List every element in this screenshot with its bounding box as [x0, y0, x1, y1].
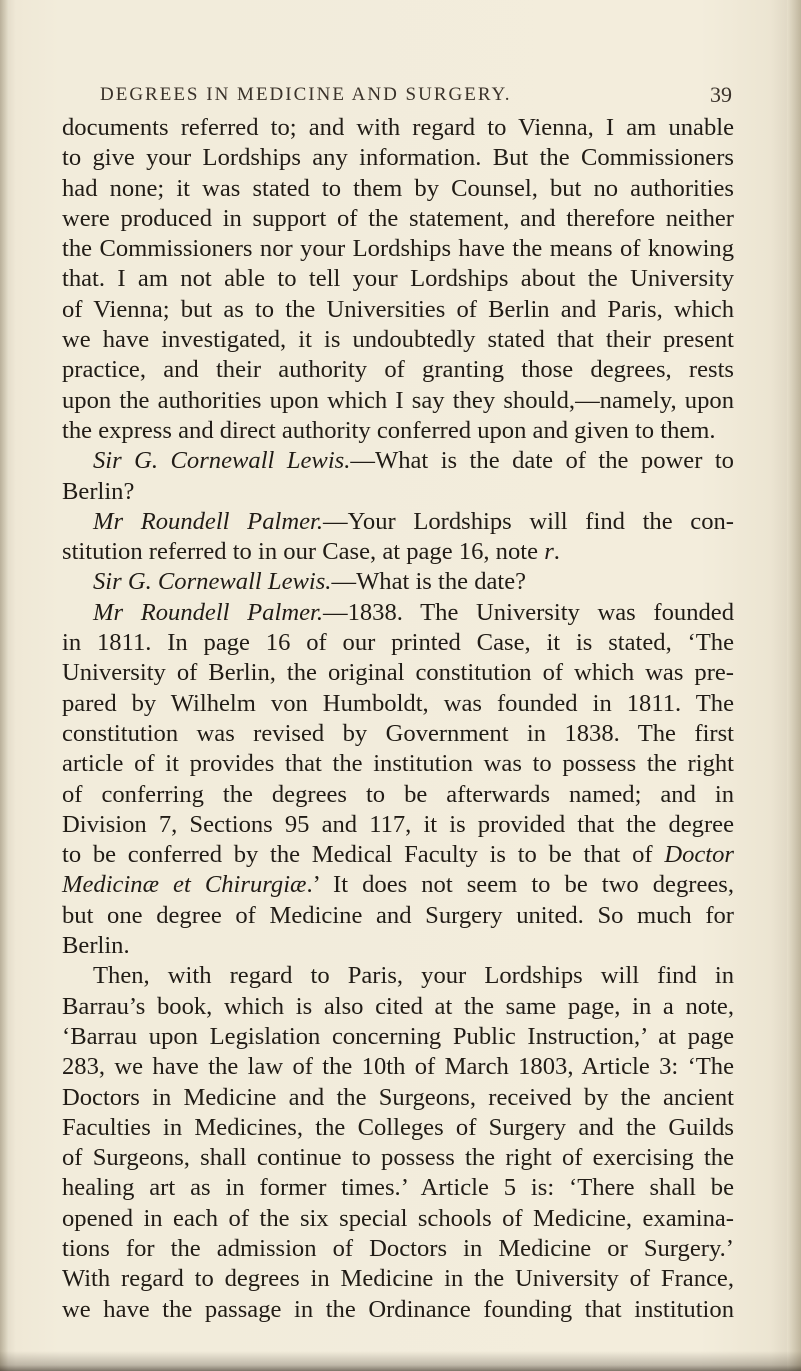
text-segment: —Your Lordships will find the con-	[323, 507, 734, 535]
text-line: practice, and their authority of granting those degrees, rests	[62, 356, 734, 384]
text-line: we have the passage in the Ordinance founding that institution	[62, 1295, 734, 1323]
text-line: Then, with regard to Paris, your Lordships will find in	[93, 962, 734, 990]
italic-text: Sir G. Cornewall Lewis.	[93, 568, 332, 596]
text-segment: stitution referred to in our Case, at page 16, note	[62, 538, 545, 566]
page-edge	[787, 0, 801, 1371]
page-header	[62, 82, 732, 112]
text-line: to give your Lordships any information. But the Commissioners	[62, 144, 734, 172]
text-line	[62, 446, 734, 476]
text-segment: .’ It does not seem to be two degrees,	[306, 871, 734, 899]
text-line: tions for the admission of Doctors in Medicine or Surgery.’	[62, 1234, 734, 1262]
text-line: Berlin?	[62, 477, 135, 505]
italic-text: Mr Roundell Palmer.	[93, 507, 323, 535]
text-line: in 1811. In page 16 of our printed Case, it is stated, ‘The	[62, 629, 734, 657]
running-head: DEGREES IN MEDICINE AND SURGERY.	[100, 84, 512, 105]
page-bottom-shadow	[0, 1351, 801, 1371]
text-line: Doctors in Medicine and the Surgeons, received by the ancient	[62, 1083, 734, 1111]
text-line: but one degree of Medicine and Surgery united. So much for	[62, 901, 734, 929]
text-line	[62, 598, 734, 628]
text-line: With regard to degrees in Medicine in the University of France,	[62, 1265, 734, 1293]
text-line: ‘Barrau upon Legislation concerning Public Instruction,’ at page	[62, 1022, 734, 1050]
text-segment: —What is the date of the power to	[350, 447, 734, 475]
binding-edge	[0, 0, 8, 1371]
text-line: had none; it was stated to them by Counsel, but no authorities	[62, 174, 734, 202]
text-line: of Vienna; but as to the Universities of Berlin and Paris, which	[62, 295, 734, 323]
text-line: pared by Wilhelm von Humboldt, was founded in 1811. The	[62, 689, 734, 717]
text-line: upon the authorities upon which I say they should,—namely, upon	[62, 386, 734, 414]
text-line: University of Berlin, the original constitution of which was pre-	[62, 659, 734, 687]
text-line	[62, 567, 734, 597]
italic-text: Mr Roundell Palmer.	[93, 598, 323, 626]
text-segment: —1838. The University was founded	[322, 598, 734, 626]
text-line: Berlin.	[62, 932, 130, 960]
text-line: opened in each of the six special schools of Medicine, examina-	[62, 1204, 734, 1232]
italic-text: Medicinæ et Chirurgiæ	[62, 871, 307, 899]
text-line: 283, we have the law of the 10th of March 1803, Article 3: ‘The	[62, 1053, 734, 1081]
text-line: documents referred to; and with regard to Vienna, I am unable	[62, 114, 734, 141]
text-line: article of it provides that the institution was to possess the right	[62, 750, 734, 778]
text-line	[62, 537, 734, 567]
text-segment: —What is the date?	[331, 568, 527, 596]
text-line: we have investigated, it is undoubtedly stated that their present	[62, 326, 734, 354]
text-line: Division 7, Sections 95 and 117, it is provided that the degree	[62, 810, 734, 838]
text-line: the Commissioners nor your Lordships have the means of knowing	[62, 235, 734, 263]
body-text	[62, 113, 734, 1325]
text-line: were produced in support of the statement, and therefore neither	[62, 204, 734, 232]
text-segment: to be conferred by the Medical Faculty is to be that of	[62, 841, 665, 869]
text-line	[62, 507, 734, 537]
text-line: of Surgeons, shall continue to possess the right of exercising the	[62, 1144, 734, 1172]
text-line: Barrau’s book, which is also cited at the same page, in a note,	[62, 992, 734, 1020]
text-segment: .	[553, 538, 560, 566]
text-line: healing art as in former times.’ Article 5 is: ‘There shall be	[62, 1174, 734, 1202]
text-line	[62, 840, 734, 870]
text-line: of conferring the degrees to be afterwards named; and in	[62, 780, 734, 808]
italic-text: Sir G. Cornewall Lewis.	[93, 447, 351, 475]
page-number: 39	[710, 82, 732, 107]
text-line: the express and direct authority conferred upon and given to them.	[62, 416, 716, 444]
text-line	[62, 870, 734, 900]
italic-text: r	[544, 538, 554, 566]
text-line: constitution was revised by Government in 1838. The first	[62, 719, 734, 747]
italic-text: Doctor	[664, 841, 734, 869]
text-line: Faculties in Medicines, the Colleges of Surgery and the Guilds	[62, 1113, 734, 1141]
text-line: that. I am not able to tell your Lordships about the University	[62, 265, 734, 293]
